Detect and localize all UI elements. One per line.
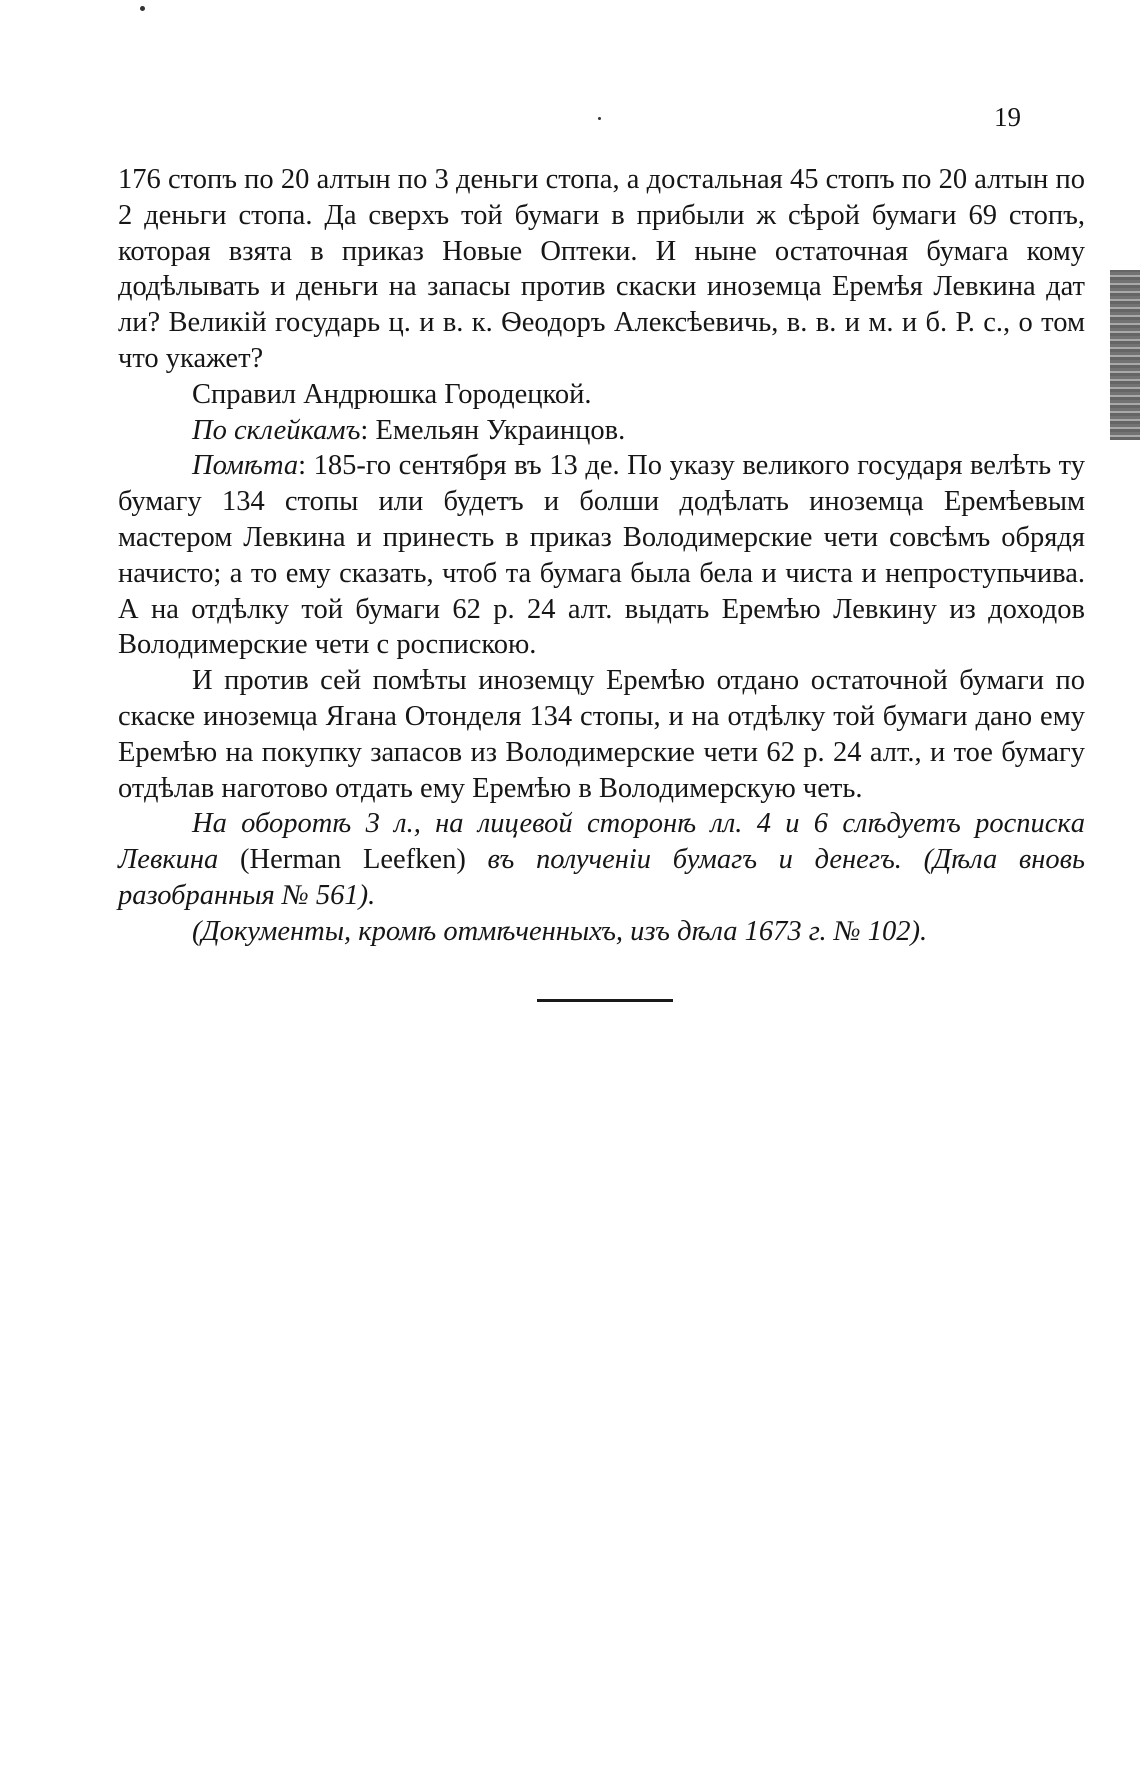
resolution-text: : 185-го сентября въ 13 де. По указу великого государя велѣть ту бумагу 134 стопы или будетъ и болши додѣлать иноземца Еремѣевым мастером Левкина и принесть в приказ Володимерские чети совсѣмъ обрядя начисто; а то ему сказать, чтоб та бумага была бела и чиста и непроступьчива. А на отдѣлку той бумаги 62 р. 24 алт. выдать Еремѣю Левкину из доходов Володимерские чети с роспискою. bbox=[118, 450, 1085, 661]
page-number: 19 bbox=[994, 102, 1021, 132]
receipt-note-source: въ полученіи бумагъ и денегъ. (Дѣла вновь разобранныя № 561). bbox=[118, 844, 1086, 911]
receipt-note-text: На оборотѣ 3 л., на лицевой сторонѣ лл. 4 и 6 слѣдуетъ роспискa Левкина bbox=[118, 808, 1085, 876]
section-divider bbox=[537, 999, 673, 1002]
paragraph-seals bbox=[118, 413, 1085, 449]
paragraph-petition: 176 стопъ по 20 алтын по 3 деньги стопа, а достальная 45 стопъ по 20 алтын по 2 деньги стопа. Да сверхъ той бумаги в прибыли ж сѣрой бумаги 69 стопъ, которая взята в приказ Новые Оптеки. И ныне остаточная бумага кому додѣлывать и деньги на запасы против скаски иноземца Еремѣя Левкина дат ли? Великій государь ц. и в. к. Ѳеодоръ Алексѣевичь, в. в. и м. и б. Р. с., о том что укажет? bbox=[118, 164, 1085, 374]
paragraph-resolution bbox=[118, 448, 1085, 663]
paragraph-clerk: Справил Андрюшка Городецкой. bbox=[192, 378, 592, 410]
seals-text: : Емельян Украинцов. bbox=[360, 414, 626, 446]
seals-label: По склейкамъ bbox=[192, 414, 361, 446]
document-body bbox=[118, 162, 1085, 950]
scan-speck bbox=[598, 117, 601, 120]
scan-speck bbox=[140, 6, 145, 11]
resolution-label: Помѣта bbox=[192, 450, 299, 482]
receipt-note-name: (Herman Leefken) bbox=[240, 844, 466, 876]
paragraph-execution: И против сей помѣты иноземцу Еремѣю отдано остаточной бумаги по скаске иноземца Ягана Отонделя 134 стопы, и на отдѣлку той бумаги дано ему Еремѣю на покупку запасов из Володимерские чети 62 р. 24 алт., и тое бумагу отдѣлав наготово отдать ему Еремѣю в Володимерскую четь. bbox=[118, 665, 1085, 804]
scan-edge-artifact bbox=[1110, 270, 1140, 440]
paragraph-receipt-note bbox=[118, 806, 1085, 913]
paragraph-source-note: (Документы, кромѣ отмѣченныхъ, изъ дѣла 1673 г. № 102). bbox=[192, 915, 928, 947]
